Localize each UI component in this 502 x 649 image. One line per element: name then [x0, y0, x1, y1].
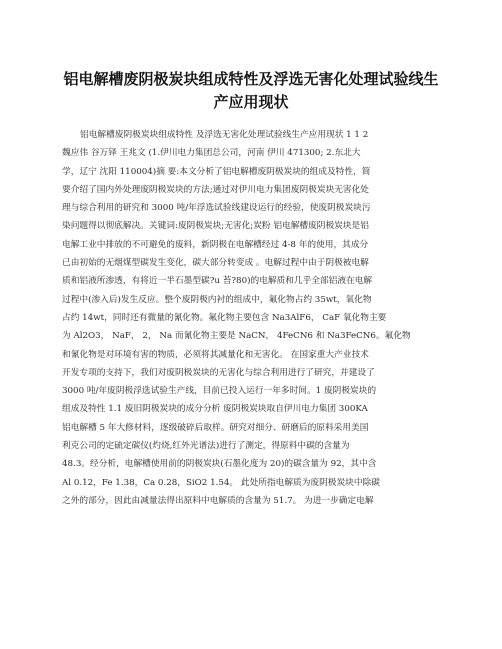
document-title-line-2: 产应用现状	[213, 93, 289, 111]
body-line: 和氰化物是对环境有害的物质，必须将其减量化和无害化。 在国家重大产业技术	[62, 349, 369, 360]
body-line: 电解工业中排放的不可避免的废料，新阴极在电解槽经过 4-8 年的使用，其成分	[62, 239, 369, 250]
body-line: 过程中(渗入后)发生反应。整个废阴极内衬的组成中，氟化物占约 35wt，氧化物	[62, 294, 372, 305]
body-line: 铝电解槽 5 年大修材料，逐级破碎后取样。研究对细分、研磨后的原料采用美国	[62, 422, 369, 433]
body-line: 为 Al2O3， NaF， 2， Na 而氰化物主要是 NaCN， 4FeCN6 和 Na3FeCN6。氟化物	[62, 331, 411, 342]
body-line: 利克公司的定硫定碳仪(灼烧,红外光谱法)进行了测定，得原料中碳的含量为	[62, 441, 350, 452]
body-line: 3000 吨/年废阴极浮选试验生产线，目前已投入运行一年多时间。1 废阴极炭块的	[62, 386, 377, 397]
document-body	[62, 126, 442, 510]
body-line: 要介绍了国内外处理废阴极炭块的方法;通过对伊川电力集团废阴极炭块无害化处	[62, 184, 369, 195]
body-line: 组成及特性 1.1 废旧阴极炭块的成分分析 废阴极炭块取自伊川电力集团 300KA	[62, 404, 368, 415]
body-line: 质和铝液所渗透，有将近一半石墨型碳?u 苔?80)的电解质和几乎全部铝液在电解	[62, 276, 373, 287]
body-line: 铝电解槽废阴极炭块组成特性 及浮选无害化处理试验线生产应用现状 1 1 2	[80, 130, 369, 140]
body-line: 之外的部分，因此由减量法得出原料中电解质的含量为 51.7。 为进一步确定电解	[62, 495, 374, 506]
body-line: 占约 14wt，同时还有微量的氰化物。氟化物主要包含 Na3AlF6， CaF 氧化物主要	[62, 312, 387, 323]
body-line: 魏应伟 谷万铎 王兆文 (1.伊川电力集团总公司，河南 伊川 471300; 2.东北大	[62, 148, 361, 159]
body-line: 已由初始的无烟煤型碳发生变化，碳大部分转变成 。电解过程中由于阴极被电解	[62, 258, 369, 269]
document-title-line-1: 铝电解槽废阴极炭块组成特性及浮选无害化处理试验线生	[63, 70, 439, 88]
body-line: 染问题得以彻底解决。关键词:废阴极炭块;无害化;炭粉 铝电解槽废阴极炭块是铝	[62, 221, 369, 232]
body-line: 开发专项的支持下，我们对废阴极炭块的无害化与综合利用进行了研究，并建设了	[62, 367, 375, 378]
body-line: 理与综合利用的研究和 3000 吨/年浮选试验线建设运行的经验，使废阴极炭块污	[62, 203, 371, 214]
body-line: 学，辽宁 沈阳 110004)摘 要:本文分析了铝电解槽废阴极炭块的组成及特性，简	[62, 166, 371, 177]
body-line: 48.3。经分析，电解槽使用前的阴极炭块(石墨化度为 20)的碳含量为 92，其中含	[62, 459, 377, 470]
body-line: Al 0.12，Fe 1.38，Ca 0.28，SiO2 1.54。 此处所指电解质为废阴极炭块中除碳	[62, 477, 380, 488]
